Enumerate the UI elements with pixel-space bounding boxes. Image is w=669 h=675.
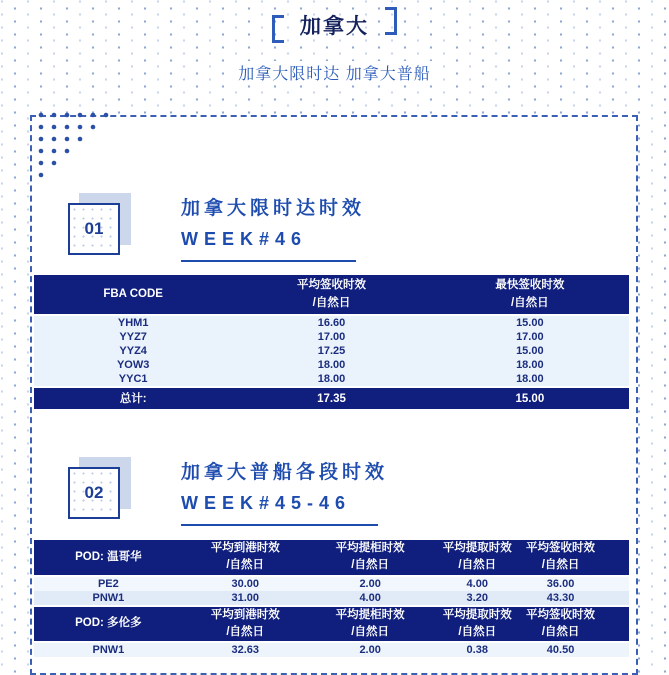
right-bracket-icon (385, 7, 397, 35)
spacer-cell (599, 591, 629, 605)
column-header: 平均到港时效 /自然日 (183, 540, 308, 576)
column-header: 平均签收时效 /自然日 (522, 607, 599, 643)
table-cell: PNW1 (34, 591, 183, 605)
page-title: 加拿大 (300, 15, 369, 38)
page-subtitle: 加拿大限时达 加拿大普船 (232, 61, 436, 84)
table-cell: PNW1 (34, 642, 183, 657)
table-cell: 15.00 (431, 344, 629, 358)
table-cell: 17.25 (232, 344, 430, 358)
column-header: 平均提取时效 /自然日 (433, 540, 522, 576)
total-cell: 17.35 (232, 387, 430, 409)
table-row (34, 315, 629, 330)
table-cell: PE2 (34, 576, 183, 591)
left-bracket-icon (272, 15, 284, 43)
table-row (34, 344, 629, 358)
vancouver-table (34, 540, 629, 605)
table-cell: 16.60 (232, 315, 430, 330)
section-sea-header (68, 451, 636, 526)
column-header: 平均到港时效 /自然日 (183, 607, 308, 643)
title-underline (181, 524, 378, 526)
section-fast-titles (181, 187, 365, 262)
spacer-cell (599, 642, 629, 657)
table-cell: 31.00 (183, 591, 308, 605)
table-cell: 17.00 (232, 330, 430, 344)
table-cell: YYZ7 (34, 330, 232, 344)
table-cell: YYZ4 (34, 344, 232, 358)
page-header (0, 10, 669, 84)
section-fast-header (68, 187, 636, 262)
toronto-table (34, 607, 629, 658)
table-row (34, 330, 629, 344)
spacer-cell (599, 576, 629, 591)
fast-delivery-table (34, 275, 629, 409)
table-cell: 18.00 (431, 372, 629, 387)
section-sea-title: 加拿大普船各段时效 (181, 462, 389, 483)
table-row (34, 642, 629, 657)
table-cell: 36.00 (522, 576, 599, 591)
title-underline (181, 260, 356, 262)
table-header-row (34, 607, 629, 643)
section-fast-title: 加拿大限时达时效 (181, 198, 366, 219)
table-cell: YHM1 (34, 315, 232, 330)
section-sea-week: WEEK#45-46 (181, 493, 352, 513)
section-number-badge (68, 457, 131, 520)
table-cell: YOW3 (34, 358, 232, 372)
table-cell: 18.00 (232, 372, 430, 387)
total-cell: 15.00 (431, 387, 629, 409)
spacer-cell (599, 607, 629, 643)
column-header: 平均签收时效 /自然日 (522, 540, 599, 576)
total-row (34, 387, 629, 409)
report-card (30, 115, 638, 675)
badge-number: 02 (68, 467, 120, 519)
table-cell: 18.00 (232, 358, 430, 372)
table-header-row (34, 275, 629, 315)
bracketed-title (272, 10, 397, 40)
column-header: 平均提柜时效 /自然日 (308, 540, 433, 576)
badge-number: 01 (68, 203, 120, 255)
table-cell: 15.00 (431, 315, 629, 330)
column-header: 平均签收时效 /自然日 (232, 275, 430, 315)
column-header: POD: 温哥华 (34, 540, 183, 576)
table-row (34, 372, 629, 387)
table-cell: 43.30 (522, 591, 599, 605)
table-row (34, 358, 629, 372)
column-header: 最快签收时效 /自然日 (431, 275, 629, 315)
section-number-badge (68, 193, 131, 256)
total-cell: 总计: (34, 387, 232, 409)
dots-triangle-decoration (36, 111, 121, 183)
table-cell: 18.00 (431, 358, 629, 372)
table-row (34, 591, 629, 605)
table-cell: 40.50 (522, 642, 599, 657)
table-cell: 2.00 (308, 576, 433, 591)
spacer-cell (599, 540, 629, 576)
column-header: FBA CODE (34, 275, 232, 315)
subtitle-row (0, 44, 669, 84)
column-header: 平均提柜时效 /自然日 (308, 607, 433, 643)
column-header: 平均提取时效 /自然日 (433, 607, 522, 643)
section-sea-titles (181, 451, 388, 526)
table-cell: 4.00 (308, 591, 433, 605)
table-cell: 17.00 (431, 330, 629, 344)
table-cell: 0.38 (433, 642, 522, 657)
table-header-row (34, 540, 629, 576)
table-cell: 32.63 (183, 642, 308, 657)
table-row (34, 576, 629, 591)
table-cell: 4.00 (433, 576, 522, 591)
table-cell: YYC1 (34, 372, 232, 387)
table-cell: 30.00 (183, 576, 308, 591)
table-cell: 3.20 (433, 591, 522, 605)
section-fast-week: WEEK#46 (181, 229, 308, 249)
table-cell: 2.00 (308, 642, 433, 657)
column-header: POD: 多伦多 (34, 607, 183, 643)
